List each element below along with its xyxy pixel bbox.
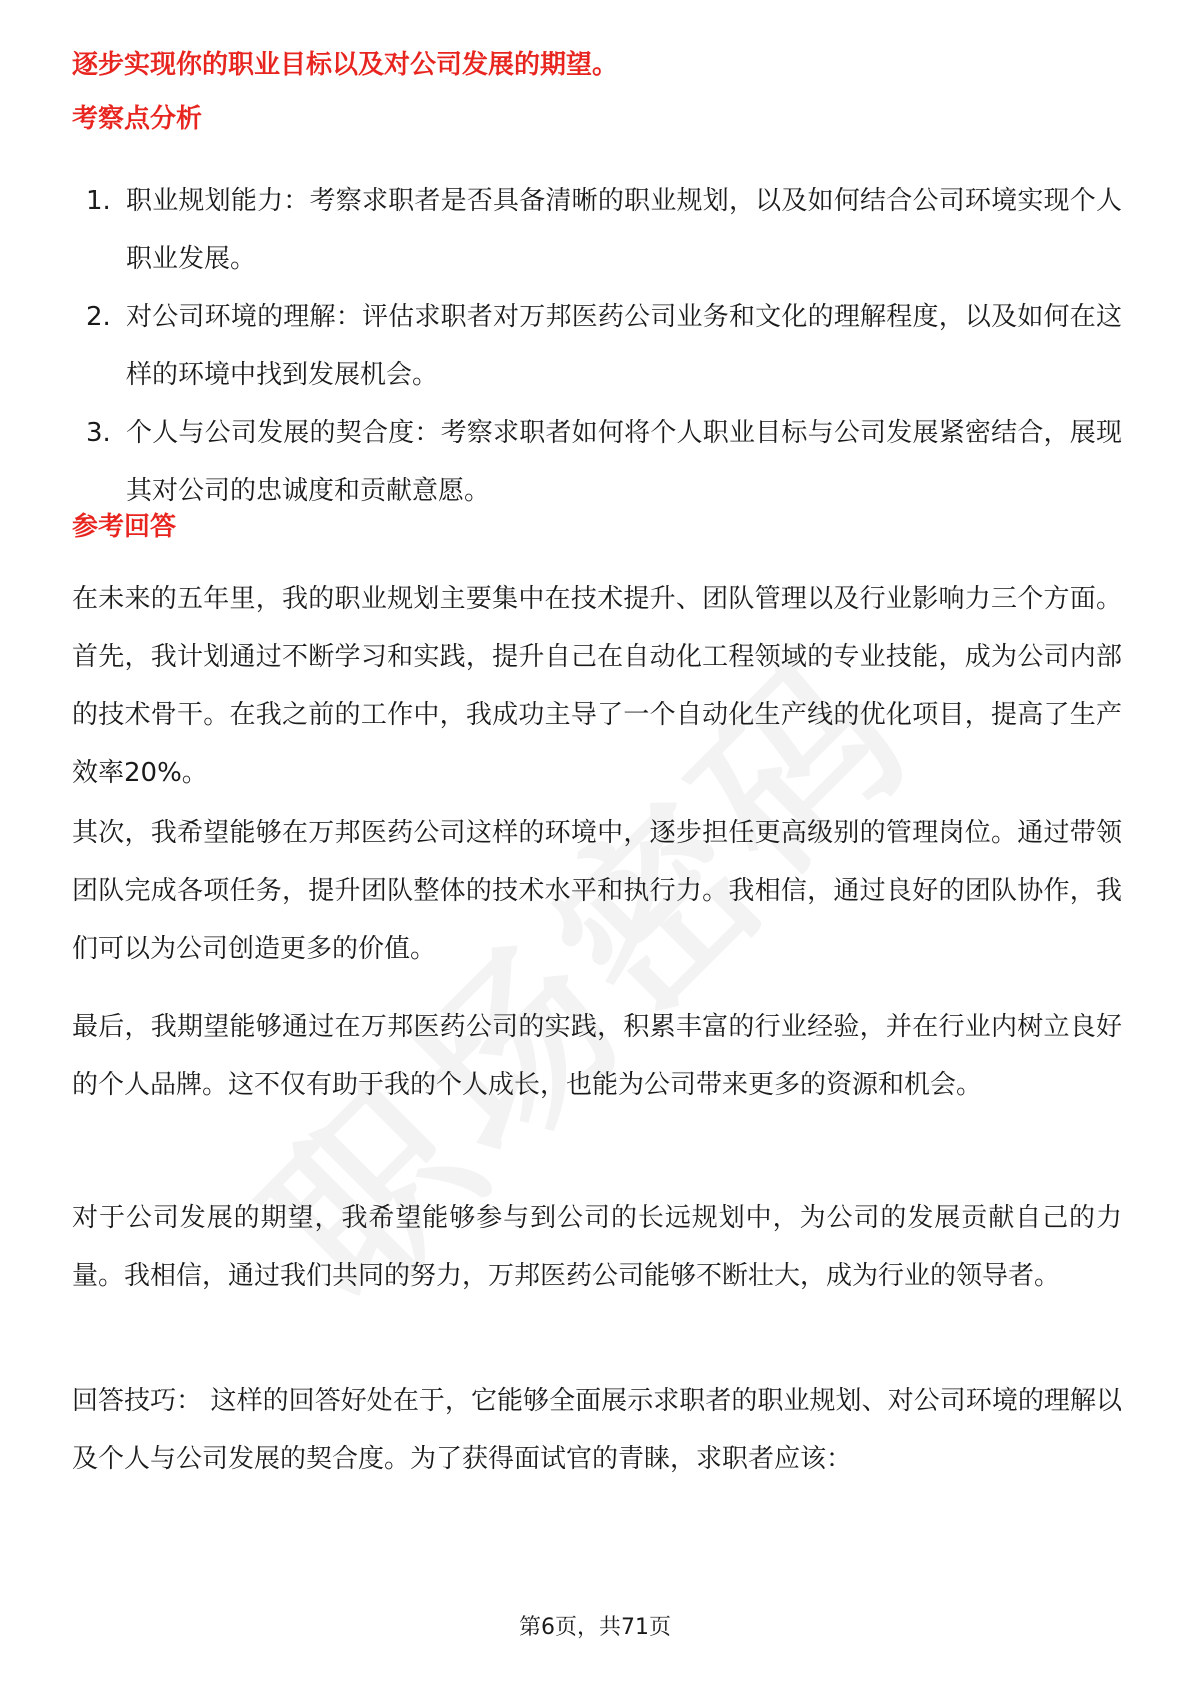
- answer-paragraph-1: 在未来的五年里，我的职业规划主要集中在技术提升、团队管理以及行业影响力三个方面。首先，我计划通过不断学习和实践，提升自己在自动化工程领域的专业技能，成为公司内部的技术骨干。在我之前的工作中，我成功主导了一个自动化生产线的优化项目，提高了生产效率20%。: [72, 584, 1122, 788]
- list-item-text: 对公司环境的理解：评估求职者对万邦医药公司业务和文化的理解程度，以及如何在这样的环境中找到发展机会。: [126, 302, 1122, 390]
- list-item-number: 1.: [86, 186, 111, 216]
- page-number: 第6页，共71页: [519, 1615, 671, 1640]
- list-item-number: 2.: [86, 302, 111, 332]
- answer-paragraph-3: 最后，我期望能够通过在万邦医药公司的实践，积累丰富的行业经验，并在行业内树立良好的个人品牌。这不仅有助于我的个人成长，也能为公司带来更多的资源和机会。: [72, 1012, 1122, 1100]
- intro-line: 逐步实现你的职业目标以及对公司发展的期望。: [72, 50, 619, 80]
- answer-heading: 参考回答: [72, 512, 177, 542]
- list-item-text: 个人与公司发展的契合度：考察求职者如何将个人职业目标与公司发展紧密结合，展现其对公司的忠诚度和贡献意愿。: [126, 418, 1122, 506]
- answer-paragraph-2: 其次，我希望能够在万邦医药公司这样的环境中，逐步担任更高级别的管理岗位。通过带领团队完成各项任务，提升团队整体的技术水平和执行力。我相信，通过良好的团队协作，我们可以为公司创造更多的价值。: [72, 818, 1122, 964]
- analysis-list: [72, 172, 1122, 520]
- answer-tips: 回答技巧： 这样的回答好处在于，它能够全面展示求职者的职业规划、对公司环境的理解以及个人与公司发展的契合度。为了获得面试官的青睐，求职者应该：: [72, 1386, 1122, 1474]
- list-item-text: 职业规划能力：考察求职者是否具备清晰的职业规划，以及如何结合公司环境实现个人职业发展。: [126, 186, 1122, 274]
- analysis-heading: 考察点分析: [72, 104, 203, 134]
- list-item: [72, 404, 1122, 520]
- list-item: [72, 288, 1122, 404]
- answer-paragraph-4: 对于公司发展的期望，我希望能够参与到公司的长远规划中，为公司的发展贡献自己的力量。我相信，通过我们共同的努力，万邦医药公司能够不断壮大，成为行业的领导者。: [72, 1203, 1122, 1291]
- list-item-number: 3.: [86, 418, 111, 448]
- list-item: [72, 172, 1122, 288]
